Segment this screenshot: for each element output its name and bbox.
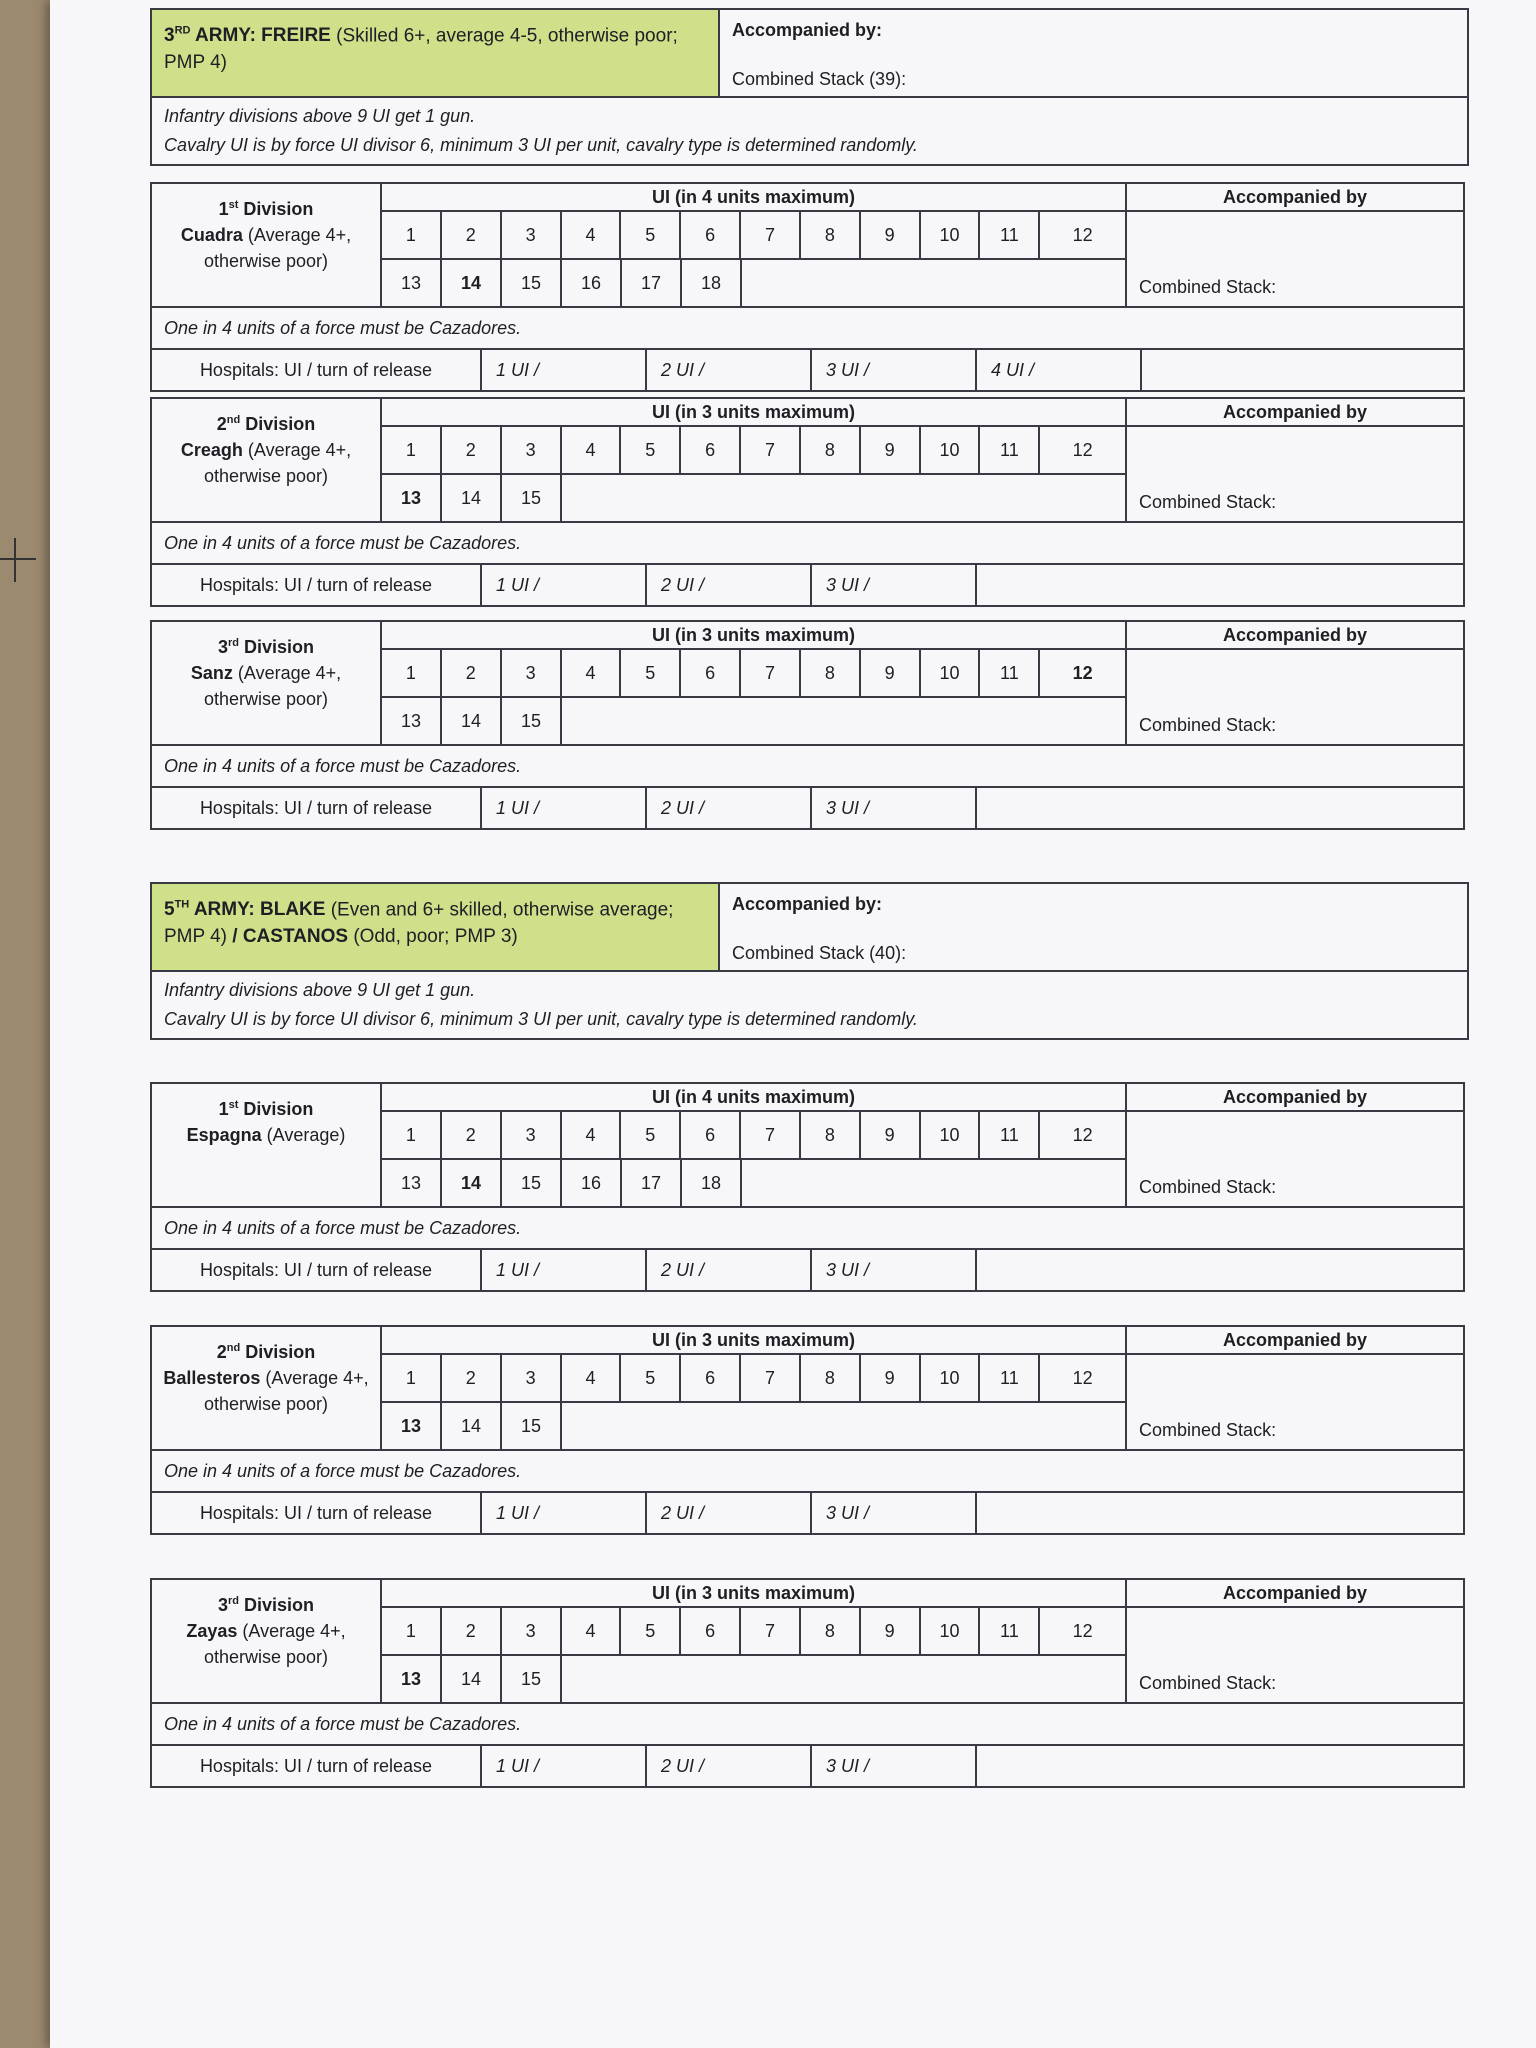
- ui-box-15[interactable]: 15: [502, 475, 562, 521]
- division-accompanied-label: Accompanied by: [1127, 1084, 1463, 1112]
- ui-box-2[interactable]: 2: [442, 212, 502, 258]
- registration-mark-vertical: [14, 538, 16, 582]
- ui-box-13[interactable]: 13: [382, 1160, 442, 1206]
- ui-box-9[interactable]: 9: [861, 1355, 921, 1401]
- ui-box-2[interactable]: 2: [442, 650, 502, 696]
- ui-box-8[interactable]: 8: [801, 1112, 861, 1158]
- ui-box-1[interactable]: 1: [382, 1355, 442, 1401]
- division-name-cell: [152, 1327, 382, 1449]
- hospital-release-3[interactable]: 3 UI /: [812, 1746, 977, 1786]
- ui-grid-row-1: [382, 212, 1125, 258]
- cazadores-rule: One in 4 units of a force must be Cazadores.: [152, 308, 1463, 350]
- division-name-cell: [152, 622, 382, 744]
- division-commander: Sanz: [190, 663, 233, 683]
- division-title: [217, 414, 316, 434]
- army-label: ARMY: FREIRE: [195, 25, 331, 47]
- division-accompanied-cell: [1127, 184, 1463, 306]
- ui-box-1[interactable]: 1: [382, 427, 442, 473]
- hospital-release-3[interactable]: 3 UI /: [812, 1250, 977, 1290]
- division-commander: Espagna: [186, 1125, 262, 1145]
- hospitals-label: Hospitals: UI / turn of release: [152, 1746, 482, 1786]
- division-number-suffix: st: [228, 199, 239, 211]
- division-accompanied-cell: [1127, 1084, 1463, 1206]
- ui-box-11[interactable]: 11: [980, 1355, 1040, 1401]
- paper-sheet: [50, 0, 1536, 2048]
- ui-box-13[interactable]: 13: [382, 1656, 442, 1702]
- ui-box-13[interactable]: 13: [382, 260, 442, 306]
- ui-box-2[interactable]: 2: [442, 1355, 502, 1401]
- hospital-release-3[interactable]: 3 UI /: [812, 350, 977, 390]
- ui-box-6[interactable]: 6: [681, 427, 741, 473]
- division-accompanied-cell: [1127, 1580, 1463, 1702]
- ui-box-7[interactable]: 7: [741, 427, 801, 473]
- division-quality: (Average 4+, otherwise poor): [203, 1368, 369, 1414]
- hospital-release-2[interactable]: 2 UI /: [647, 1493, 812, 1533]
- ui-grid-header: UI (in 3 units maximum): [382, 1580, 1125, 1608]
- army-second-description: (Odd, poor; PMP 3): [348, 926, 518, 948]
- hospital-release-1[interactable]: 1 UI /: [482, 1493, 647, 1533]
- division-number-suffix: rd: [227, 1595, 239, 1607]
- army-header-row: [152, 10, 1467, 98]
- division-number-suffix: nd: [226, 1342, 241, 1354]
- ui-box-16[interactable]: 16: [562, 260, 622, 306]
- army-header-box: [150, 8, 1469, 166]
- ui-box-11[interactable]: 11: [980, 650, 1040, 696]
- registration-mark: [0, 558, 36, 560]
- cazadores-rule: One in 4 units of a force must be Cazadores.: [152, 1208, 1463, 1250]
- division-commander: Ballesteros: [163, 1368, 261, 1388]
- army-description: (Skilled 6+, average 4-5, otherwise poor; PMP 4): [164, 25, 678, 74]
- ui-grid-empty: [562, 1656, 1125, 1702]
- army-notes: [152, 98, 1467, 164]
- ui-box-10[interactable]: 10: [921, 427, 981, 473]
- division-name-cell: [152, 399, 382, 521]
- division-accompanied-label: Accompanied by: [1127, 1580, 1463, 1608]
- division-accompanied-label: Accompanied by: [1127, 184, 1463, 212]
- army-accompanied-cell: [720, 10, 1467, 96]
- division-commander: Zayas: [186, 1621, 238, 1641]
- ui-grid-header: UI (in 4 units maximum): [382, 184, 1125, 212]
- cazadores-rule: One in 4 units of a force must be Cazadores.: [152, 1451, 1463, 1493]
- division-number: 1: [218, 1099, 229, 1119]
- army-ordinal-suffix: RD: [174, 25, 191, 37]
- ui-box-7[interactable]: 7: [741, 212, 801, 258]
- division-title: [218, 637, 314, 657]
- ui-grid-row-2: [382, 1401, 1125, 1449]
- division-label: Division: [244, 637, 315, 657]
- division-combined-stack-label: Combined Stack:: [1139, 492, 1277, 512]
- ui-box-17[interactable]: 17: [622, 260, 682, 306]
- ui-grid-row-2: [382, 1654, 1125, 1702]
- hospital-release-empty: [977, 1493, 1463, 1533]
- ui-grid-empty: [742, 260, 1125, 306]
- division-quality: (Average 4+, otherwise poor): [203, 440, 352, 486]
- ui-box-1[interactable]: 1: [382, 1608, 442, 1654]
- division-number: 2: [216, 1342, 227, 1362]
- ui-grid-header: UI (in 3 units maximum): [382, 622, 1125, 650]
- hospital-release-3[interactable]: 3 UI /: [812, 565, 977, 605]
- division-number: 2: [216, 414, 227, 434]
- ui-grid-row-2: [382, 473, 1125, 521]
- hospitals-row: [152, 1493, 1463, 1533]
- division-table: [150, 1578, 1465, 1788]
- army-ordinal-suffix: TH: [174, 899, 190, 911]
- ui-box-8[interactable]: 8: [801, 1608, 861, 1654]
- division-quality: (Average): [266, 1125, 346, 1145]
- division-table: [150, 620, 1465, 830]
- ui-box-14[interactable]: 14: [442, 260, 502, 306]
- ui-box-14[interactable]: 14: [442, 1160, 502, 1206]
- division-accompanied-cell: [1127, 1327, 1463, 1449]
- hospital-release-empty: [977, 1250, 1463, 1290]
- ui-box-5[interactable]: 5: [621, 1355, 681, 1401]
- ui-box-15[interactable]: 15: [502, 1656, 562, 1702]
- division-number-suffix: nd: [226, 414, 241, 426]
- division-ui-row: [152, 1084, 1463, 1208]
- ui-box-12[interactable]: 12: [1072, 1125, 1093, 1145]
- cazadores-rule: One in 4 units of a force must be Cazadores.: [152, 1704, 1463, 1746]
- ui-box-12[interactable]: 12: [1072, 225, 1093, 245]
- ui-box-7[interactable]: 7: [741, 1355, 801, 1401]
- ui-box-4[interactable]: 4: [562, 427, 622, 473]
- division-accompanied-label: Accompanied by: [1127, 399, 1463, 427]
- hospitals-label: Hospitals: UI / turn of release: [152, 788, 482, 828]
- division-quality: (Average 4+, otherwise poor): [203, 1621, 346, 1667]
- division-number-suffix: st: [228, 1099, 239, 1111]
- division-ui-row: [152, 1580, 1463, 1704]
- division-combined-stack-label: Combined Stack:: [1139, 1420, 1277, 1440]
- hospital-release-empty: [977, 788, 1463, 828]
- hospital-release-4[interactable]: 4 UI /: [977, 350, 1142, 390]
- army-ordinal: 3: [164, 25, 175, 47]
- division-label: Division: [243, 199, 314, 219]
- army-accompanied-label: Accompanied by:: [732, 894, 883, 914]
- ui-box-17[interactable]: 17: [622, 1160, 682, 1206]
- ui-box-1[interactable]: 1: [382, 212, 442, 258]
- division-table: [150, 397, 1465, 607]
- army-note-cavalry: Cavalry UI is by force UI divisor 6, minimum 3 UI per unit, cavalry type is determined randomly.: [164, 135, 918, 155]
- ui-grid-header: UI (in 3 units maximum): [382, 1327, 1125, 1355]
- army-ordinal: 5: [164, 899, 175, 921]
- ui-grid: [382, 1327, 1127, 1449]
- division-ui-row: [152, 1327, 1463, 1451]
- army-title: [152, 10, 720, 96]
- division-accompanied-cell: [1127, 622, 1463, 744]
- ui-box-4[interactable]: 4: [562, 650, 622, 696]
- division-name-cell: [152, 1580, 382, 1702]
- hospital-release-2[interactable]: 2 UI /: [647, 788, 812, 828]
- ui-box-11[interactable]: 11: [980, 1112, 1040, 1158]
- hospitals-row: [152, 788, 1463, 828]
- ui-grid: [382, 1084, 1127, 1206]
- army-header-box: [150, 882, 1469, 1040]
- division-accompanied-label: Accompanied by: [1127, 622, 1463, 650]
- army-combined-stack-label: Combined Stack (40):: [732, 943, 907, 963]
- ui-box-13[interactable]: 13: [382, 475, 442, 521]
- ui-box-18[interactable]: 18: [682, 260, 742, 306]
- ui-grid-header: UI (in 3 units maximum): [382, 399, 1125, 427]
- army-accompanied-cell: [720, 884, 1467, 970]
- ui-box-9[interactable]: 9: [861, 1608, 921, 1654]
- division-combined-stack-label: Combined Stack:: [1139, 1177, 1277, 1197]
- ui-box-5[interactable]: 5: [621, 212, 681, 258]
- army-note-cavalry: Cavalry UI is by force UI divisor 6, minimum 3 UI per unit, cavalry type is determined randomly.: [164, 1009, 918, 1029]
- hospital-release-2[interactable]: 2 UI /: [647, 350, 812, 390]
- division-ui-row: [152, 622, 1463, 746]
- ui-box-2[interactable]: 2: [442, 1112, 502, 1158]
- division-title: [217, 1342, 316, 1362]
- ui-box-15[interactable]: 15: [502, 698, 562, 744]
- ui-box-7[interactable]: 7: [741, 1112, 801, 1158]
- ui-box-9[interactable]: 9: [861, 212, 921, 258]
- army-label: ARMY: BLAKE: [193, 899, 326, 921]
- ui-grid-empty: [562, 698, 1125, 744]
- ui-box-10[interactable]: 10: [921, 1608, 981, 1654]
- ui-box-14[interactable]: 14: [442, 698, 502, 744]
- ui-grid-row-1: [382, 1355, 1125, 1401]
- ui-box-7[interactable]: 7: [741, 1608, 801, 1654]
- ui-grid-row-1: [382, 427, 1125, 473]
- ui-box-1[interactable]: 1: [382, 1112, 442, 1158]
- army-second-commander: / CASTANOS: [232, 926, 349, 948]
- ui-grid: [382, 1580, 1127, 1702]
- division-label: Division: [244, 1595, 315, 1615]
- hospital-release-3[interactable]: 3 UI /: [812, 1493, 977, 1533]
- ui-box-15[interactable]: 15: [502, 1403, 562, 1449]
- ui-box-14[interactable]: 14: [442, 1403, 502, 1449]
- division-ui-row: [152, 184, 1463, 308]
- army-description: (Even and 6+ skilled, otherwise average; PMP 4): [164, 899, 674, 948]
- ui-box-8[interactable]: 8: [801, 212, 861, 258]
- ui-box-8[interactable]: 8: [801, 1355, 861, 1401]
- ui-grid-row-1: [382, 1608, 1125, 1654]
- ui-box-12[interactable]: 12: [1072, 1368, 1093, 1388]
- ui-box-13[interactable]: 13: [382, 1403, 442, 1449]
- army-header-row: [152, 884, 1467, 972]
- ui-box-3[interactable]: 3: [502, 1608, 562, 1654]
- ui-box-6[interactable]: 6: [681, 1608, 741, 1654]
- ui-box-18[interactable]: 18: [682, 1160, 742, 1206]
- ui-box-12[interactable]: 12: [1072, 440, 1093, 460]
- hospital-release-2[interactable]: 2 UI /: [647, 1746, 812, 1786]
- ui-box-9[interactable]: 9: [861, 650, 921, 696]
- ui-box-9[interactable]: 9: [861, 427, 921, 473]
- ui-box-4[interactable]: 4: [562, 1355, 622, 1401]
- cazadores-rule: One in 4 units of a force must be Cazadores.: [152, 523, 1463, 565]
- ui-grid-row-2: [382, 696, 1125, 744]
- hospital-release-2[interactable]: 2 UI /: [647, 1250, 812, 1290]
- ui-box-10[interactable]: 10: [921, 650, 981, 696]
- ui-box-5[interactable]: 5: [621, 1112, 681, 1158]
- ui-box-15[interactable]: 15: [502, 260, 562, 306]
- ui-grid: [382, 184, 1127, 306]
- hospital-release-empty: [977, 1746, 1463, 1786]
- division-commander: Creagh: [180, 440, 243, 460]
- army-name: [164, 25, 331, 46]
- cazadores-rule: One in 4 units of a force must be Cazadores.: [152, 746, 1463, 788]
- hospitals-row: [152, 1250, 1463, 1290]
- hospitals-row: [152, 350, 1463, 390]
- hospitals-row: [152, 1746, 1463, 1786]
- army-notes: [152, 972, 1467, 1038]
- army-accompanied-label: Accompanied by:: [732, 20, 883, 40]
- hospital-release-empty: [977, 565, 1463, 605]
- ui-box-13[interactable]: 13: [382, 698, 442, 744]
- division-combined-stack-label: Combined Stack:: [1139, 277, 1277, 297]
- ui-box-3[interactable]: 3: [502, 1355, 562, 1401]
- division-table: [150, 1325, 1465, 1535]
- ui-box-5[interactable]: 5: [621, 1608, 681, 1654]
- ui-grid-row-2: [382, 258, 1125, 306]
- division-name-cell: [152, 184, 382, 306]
- ui-box-11[interactable]: 11: [980, 1608, 1040, 1654]
- ui-box-5[interactable]: 5: [621, 650, 681, 696]
- ui-box-11[interactable]: 11: [980, 212, 1040, 258]
- army-combined-stack-label: Combined Stack (39):: [732, 69, 907, 89]
- division-quality: (Average 4+, otherwise poor): [203, 663, 342, 709]
- division-title: [219, 1099, 314, 1119]
- division-table: [150, 1082, 1465, 1292]
- ui-box-3[interactable]: 3: [502, 1112, 562, 1158]
- ui-box-8[interactable]: 8: [801, 427, 861, 473]
- division-label: Division: [245, 1342, 316, 1362]
- hospitals-label: Hospitals: UI / turn of release: [152, 1493, 482, 1533]
- division-label: Division: [243, 1099, 314, 1119]
- division-combined-stack-label: Combined Stack:: [1139, 1673, 1277, 1693]
- ui-box-15[interactable]: 15: [502, 1160, 562, 1206]
- army-note-guns: Infantry divisions above 9 UI get 1 gun.: [164, 106, 476, 126]
- ui-box-4[interactable]: 4: [562, 1112, 622, 1158]
- ui-grid-header: UI (in 4 units maximum): [382, 1084, 1125, 1112]
- ui-box-14[interactable]: 14: [442, 1656, 502, 1702]
- hospital-release-empty: [1142, 350, 1463, 390]
- division-table: [150, 182, 1465, 392]
- division-title: [219, 199, 314, 219]
- ui-grid-empty: [562, 475, 1125, 521]
- division-number: 3: [217, 1595, 228, 1615]
- ui-box-2[interactable]: 2: [442, 1608, 502, 1654]
- division-combined-stack-label: Combined Stack:: [1139, 715, 1277, 735]
- ui-grid: [382, 399, 1127, 521]
- ui-grid-row-2: [382, 1158, 1125, 1206]
- division-name-cell: [152, 1084, 382, 1206]
- ui-grid-empty: [562, 1403, 1125, 1449]
- hospitals-label: Hospitals: UI / turn of release: [152, 565, 482, 605]
- division-accompanied-label: Accompanied by: [1127, 1327, 1463, 1355]
- ui-box-6[interactable]: 6: [681, 650, 741, 696]
- hospital-release-1[interactable]: 1 UI /: [482, 350, 647, 390]
- ui-grid-row-1: [382, 650, 1125, 696]
- ui-box-12[interactable]: 12: [1072, 663, 1093, 683]
- hospital-release-3[interactable]: 3 UI /: [812, 788, 977, 828]
- ui-box-3[interactable]: 3: [502, 212, 562, 258]
- ui-box-4[interactable]: 4: [562, 212, 622, 258]
- ui-box-3[interactable]: 3: [502, 427, 562, 473]
- army-note-guns: Infantry divisions above 9 UI get 1 gun.: [164, 980, 476, 1000]
- division-commander: Cuadra: [180, 225, 243, 245]
- ui-box-6[interactable]: 6: [681, 212, 741, 258]
- hospitals-row: [152, 565, 1463, 605]
- army-name: [164, 899, 325, 920]
- ui-box-10[interactable]: 10: [921, 1112, 981, 1158]
- ui-grid-empty: [742, 1160, 1125, 1206]
- ui-box-1[interactable]: 1: [382, 650, 442, 696]
- division-title: [218, 1595, 314, 1615]
- ui-box-7[interactable]: 7: [741, 650, 801, 696]
- ui-box-2[interactable]: 2: [442, 427, 502, 473]
- ui-box-12[interactable]: 12: [1072, 1621, 1093, 1641]
- hospitals-label: Hospitals: UI / turn of release: [152, 1250, 482, 1290]
- division-number-suffix: rd: [227, 637, 239, 649]
- hospitals-label: Hospitals: UI / turn of release: [152, 350, 482, 390]
- ui-box-10[interactable]: 10: [921, 1355, 981, 1401]
- hospital-release-1[interactable]: 1 UI /: [482, 1746, 647, 1786]
- ui-box-6[interactable]: 6: [681, 1355, 741, 1401]
- division-quality: (Average 4+, otherwise poor): [203, 225, 352, 271]
- division-number: 3: [217, 637, 228, 657]
- hospital-release-2[interactable]: 2 UI /: [647, 565, 812, 605]
- ui-box-14[interactable]: 14: [442, 475, 502, 521]
- hospital-release-1[interactable]: 1 UI /: [482, 565, 647, 605]
- ui-box-3[interactable]: 3: [502, 650, 562, 696]
- ui-grid: [382, 622, 1127, 744]
- division-accompanied-cell: [1127, 399, 1463, 521]
- ui-box-11[interactable]: 11: [980, 427, 1040, 473]
- ui-box-5[interactable]: 5: [621, 427, 681, 473]
- division-number: 1: [218, 199, 229, 219]
- ui-box-4[interactable]: 4: [562, 1608, 622, 1654]
- ui-box-6[interactable]: 6: [681, 1112, 741, 1158]
- ui-box-9[interactable]: 9: [861, 1112, 921, 1158]
- hospital-release-1[interactable]: 1 UI /: [482, 1250, 647, 1290]
- ui-box-8[interactable]: 8: [801, 650, 861, 696]
- ui-box-10[interactable]: 10: [921, 212, 981, 258]
- army-title: [152, 884, 720, 970]
- ui-box-16[interactable]: 16: [562, 1160, 622, 1206]
- ui-grid-row-1: [382, 1112, 1125, 1158]
- division-label: Division: [245, 414, 316, 434]
- hospital-release-1[interactable]: 1 UI /: [482, 788, 647, 828]
- division-ui-row: [152, 399, 1463, 523]
